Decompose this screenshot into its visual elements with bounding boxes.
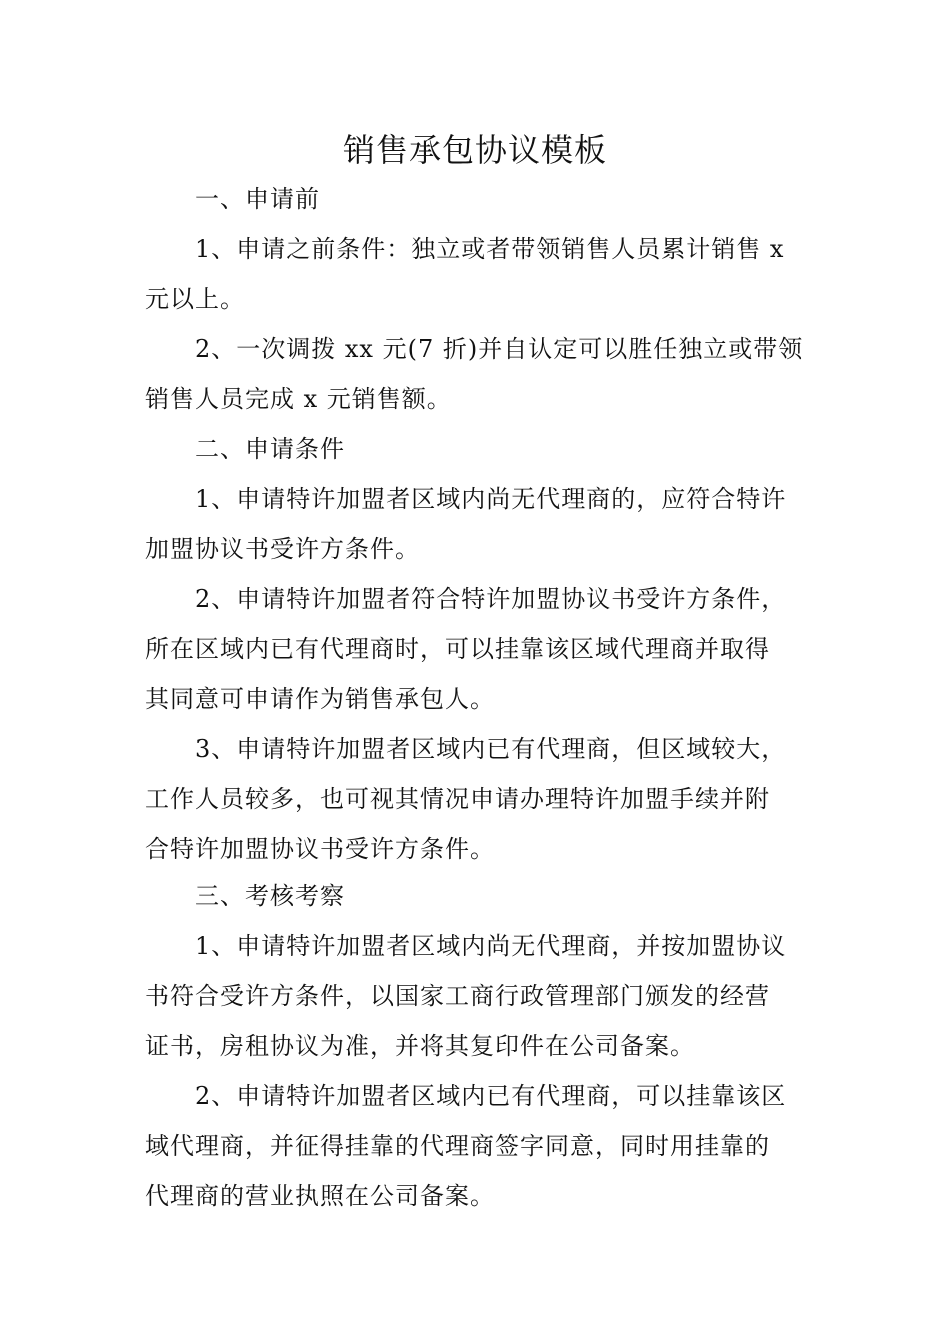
paragraph-line: 1、申请特许加盟者区域内尚无代理商，并按加盟协议 [195, 932, 787, 960]
paragraph-line: 2、申请特许加盟者符合特许加盟协议书受许方条件， [195, 585, 787, 613]
paragraph-line: 代理商的营业执照在公司备案。 [145, 1182, 495, 1210]
paragraph-line: 域代理商，并征得挂靠的代理商签字同意，同时用挂靠的 [145, 1132, 770, 1160]
paragraph-line: 1、申请之前条件：独立或者带领销售人员累计销售 x [195, 235, 785, 263]
paragraph-line: 加盟协议书受许方条件。 [145, 535, 420, 563]
paragraph-line: 元以上。 [145, 285, 245, 313]
document-title: 销售承包协议模板 [342, 131, 607, 169]
paragraph-line: 所在区域内已有代理商时，可以挂靠该区域代理商并取得 [145, 635, 770, 663]
paragraph-line: 1、申请特许加盟者区域内尚无代理商的，应符合特许 [195, 485, 787, 513]
paragraph-line: 销售人员完成 x 元销售额。 [145, 385, 452, 413]
section-heading-3: 三、考核考察 [195, 882, 345, 910]
paragraph-line: 其同意可申请作为销售承包人。 [145, 685, 495, 713]
paragraph-line: 书符合受许方条件，以国家工商行政管理部门颁发的经营 [145, 982, 770, 1010]
paragraph-line: 证书，房租协议为准，并将其复印件在公司备案。 [145, 1032, 695, 1060]
section-heading-2: 二、申请条件 [195, 435, 345, 463]
paragraph-line: 合特许加盟协议书受许方条件。 [145, 835, 495, 863]
paragraph-line: 3、申请特许加盟者区域内已有代理商，但区域较大， [195, 735, 787, 763]
paragraph-line: 2、一次调拨 xx 元(7 折)并自认定可以胜任独立或带领 [195, 335, 804, 363]
paragraph-line: 2、申请特许加盟者区域内已有代理商，可以挂靠该区 [195, 1082, 787, 1110]
section-heading-1: 一、申请前 [195, 185, 320, 213]
paragraph-line: 工作人员较多，也可视其情况申请办理特许加盟手续并附 [145, 785, 770, 813]
